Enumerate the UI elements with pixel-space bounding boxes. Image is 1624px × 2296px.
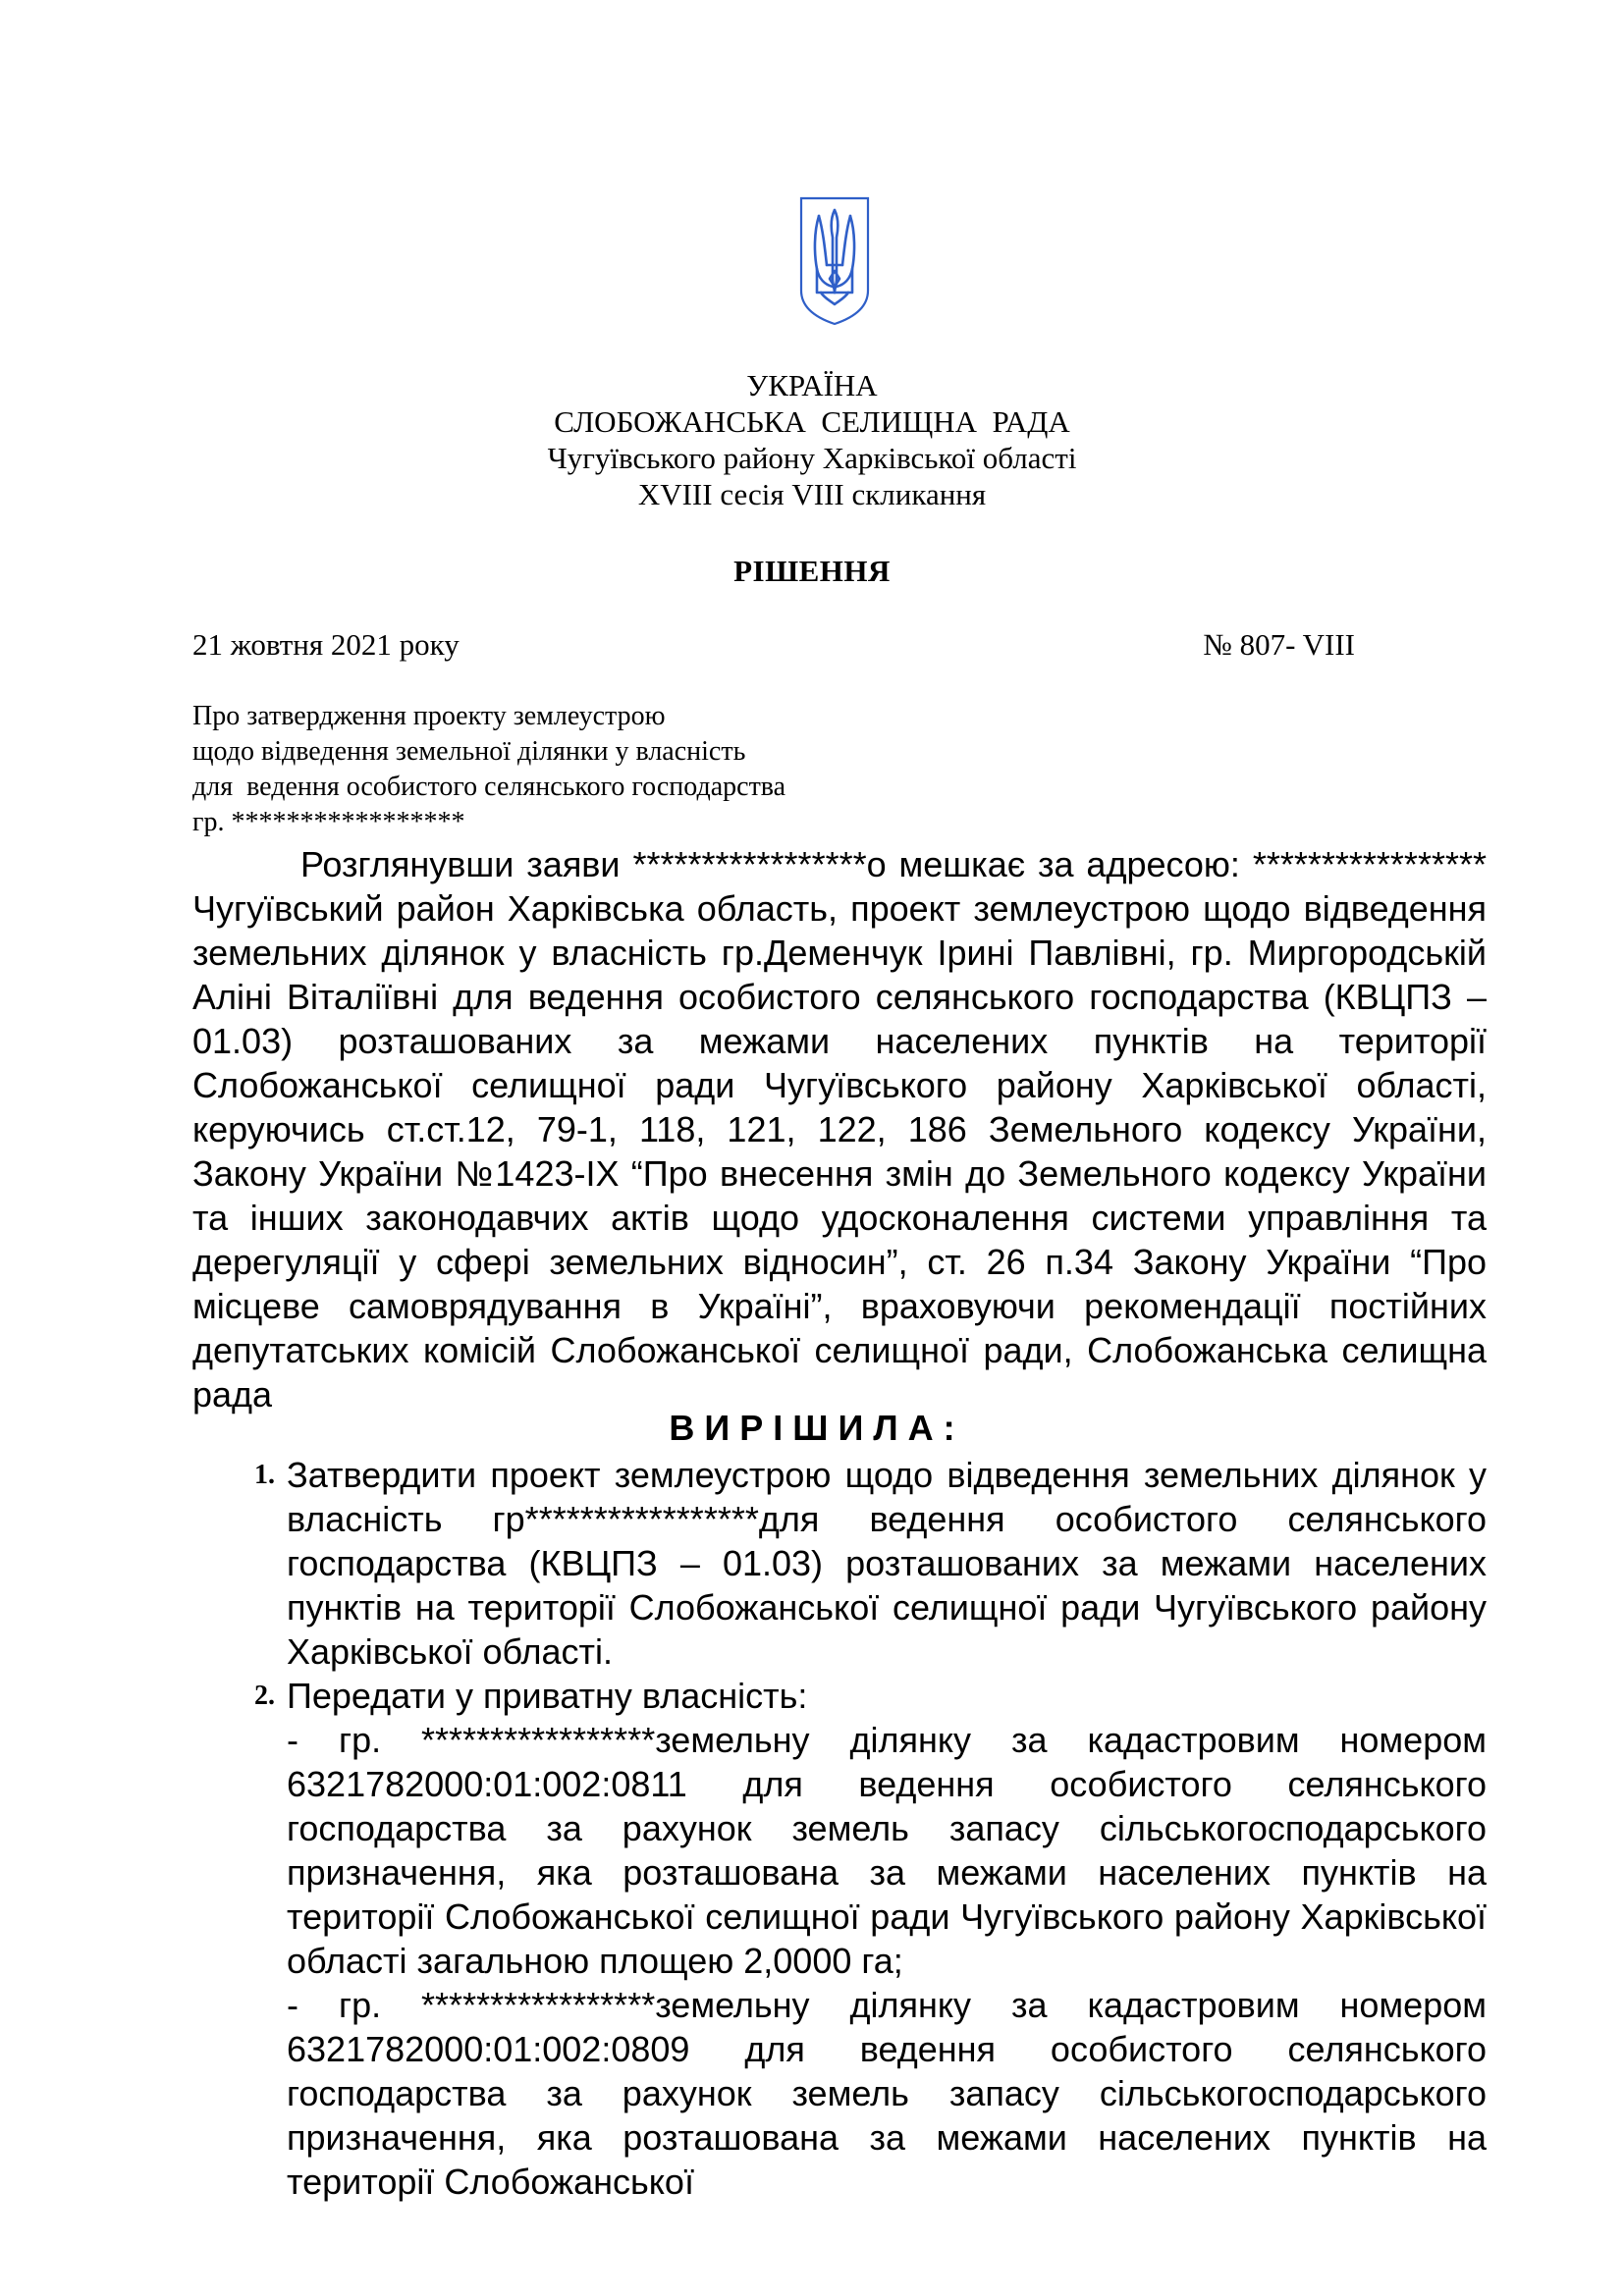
document-type-title: РІШЕННЯ: [733, 554, 891, 588]
item-body: [287, 1674, 1487, 2204]
subject-line: Про затвердження проекту землеустрою: [192, 701, 666, 731]
item-text: Передати у приватну власність:: [287, 1676, 808, 1716]
header-country: УКРАЇНА: [746, 368, 878, 402]
item-text: Затвердити проект землеустрою щодо відведення земельних ділянок у власність гр*****************для ведення особистого селянського господарства (КВЦПЗ – 01.03) розташованих за межами населених пунктів на території Слобожанської селищної ради Чугуївського району Харківської області.: [287, 1455, 1487, 1672]
item-number: 2.: [254, 1681, 275, 1711]
decision-subject: [192, 699, 880, 840]
header-council: СЛОБОЖАНСЬКА СЕЛИЩНА РАДА: [554, 404, 1070, 439]
decision-items-list: [192, 1453, 1487, 2204]
decision-number: № 807- VIII: [1203, 627, 1355, 662]
sub-item: - гр. *****************земельну ділянку за кадастровим номером 6321782000:01:002:0811 для ведення особистого селянського господарства за рахунок земель запасу сільськогосподарського призначення, яка розташована за межами населених пунктів на території Слобожанської селищної ради Чугуївського району Харківської області загальною площею 2,0000 га;: [287, 1720, 1487, 1981]
subject-line: щодо відведення земельної ділянки у власність: [192, 736, 746, 767]
header-district: Чугуївського району Харківської області: [547, 441, 1077, 475]
subject-line: для ведення особистого селянського господарства: [192, 772, 786, 802]
coat-of-arms-trident-icon: [797, 194, 872, 328]
decision-heading: В И Р І Ш И Л А :: [669, 1408, 955, 1448]
preamble-paragraph: Розглянувши заяви *****************о мешкає за адресою: ***************** Чугуївський район Харківська область, проект землеустрою щодо відведення земельних ділянок у власність гр.Деменчук Ірині Павлівні, гр. Миргородській Аліні Віталіївні для ведення особистого селянського господарства (КВЦПЗ – 01.03) розташованих за межами населених пунктів на території Слобожанської селищної ради Чугуївського району Харківської області, керуючись ст.ст.12, 79-1, 118, 121, 122, 186 Земельного кодексу України, Закону України №1423-IX “Про внесення змін до Земельного кодексу України та інших законодавчих актів щодо удосконалення системи управління та дерегуляції у сфері земельних відносин”, ст. 26 п.34 Закону України “Про місцеве самоврядування в Україні”, враховуючи рекомендації постійних депутатських комісій Слобожанської селищної ради, Слобожанська селищна рада: [192, 844, 1487, 1415]
decision-item-2: [192, 1674, 1487, 2204]
decision-item-1: [192, 1453, 1487, 1674]
subject-line: гр. *****************: [192, 807, 465, 837]
decision-date: 21 жовтня 2021 року: [192, 627, 460, 662]
sub-item-list: [287, 1718, 1487, 2204]
header-session: XVIII сесія VIII скликання: [637, 477, 987, 511]
sub-item: - гр. *****************земельну ділянку за кадастровим номером 6321782000:01:002:0809 для ведення особистого селянського господарства за рахунок земель запасу сільськогосподарського призначення, яка розташована за межами населених пунктів на території Слобожанської: [287, 1985, 1487, 2202]
item-number: 1.: [254, 1460, 275, 1490]
